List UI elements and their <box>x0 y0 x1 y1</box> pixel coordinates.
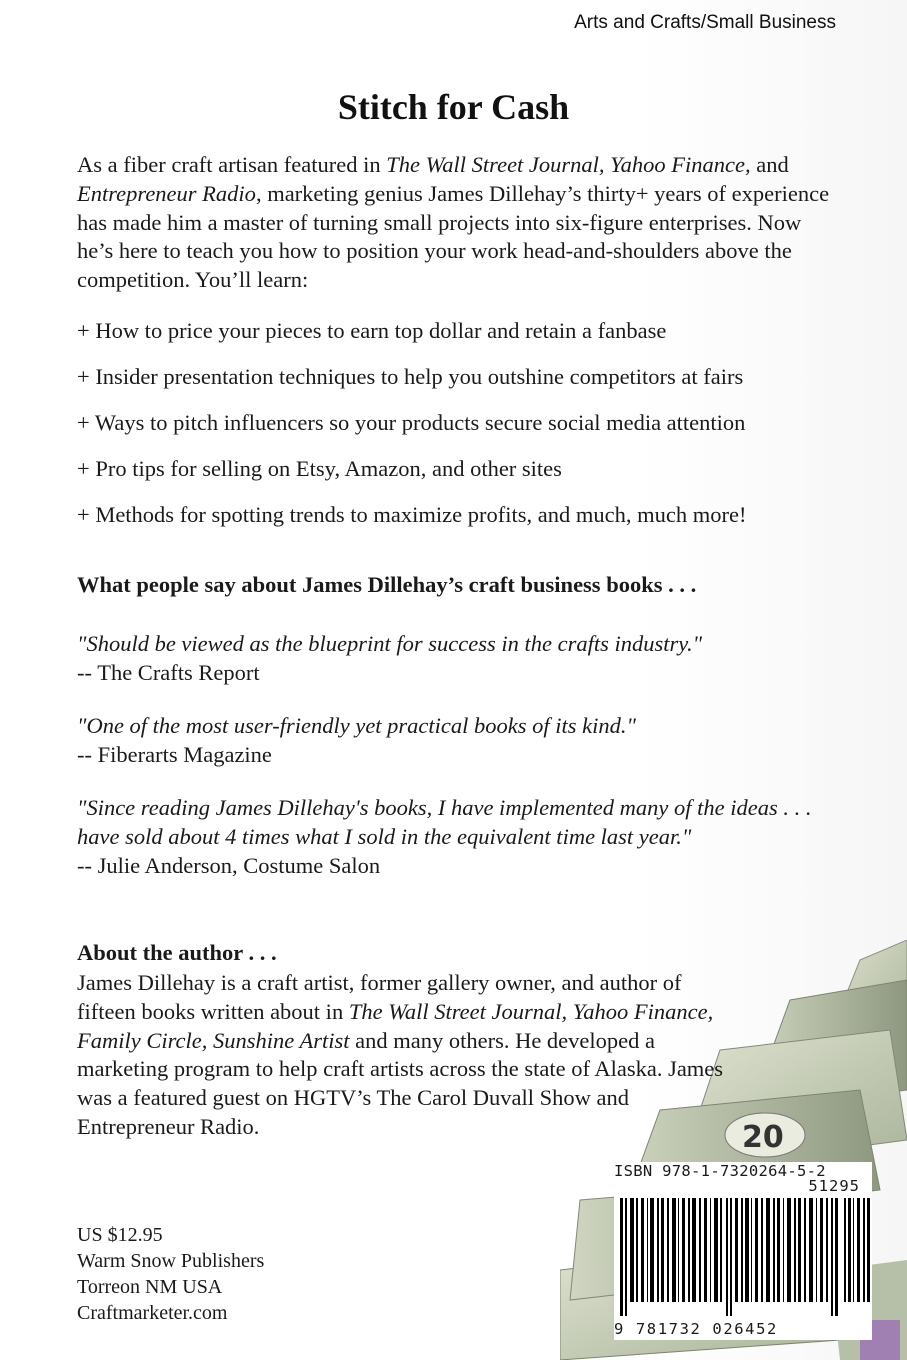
review-1 <box>77 630 827 688</box>
intro-publication-2: Entrepreneur Radio <box>77 180 256 206</box>
isbn-barcode <box>614 1162 872 1340</box>
svg-text:20: 20 <box>742 1120 784 1155</box>
review-3 <box>77 794 817 880</box>
learning-point: + Insider presentation techniques to help you outshine competitors at fairs <box>77 364 744 389</box>
book-title: Stitch for Cash <box>337 87 570 127</box>
price: US $12.95 <box>77 1224 163 1246</box>
publisher-info <box>77 1222 264 1326</box>
isbn-number: ISBN 978-1-7320264-5-2 <box>614 1162 826 1180</box>
review-source: -- Julie Anderson, Costume Salon <box>77 852 381 878</box>
intro-paragraph <box>77 151 837 295</box>
review-quote: "Should be viewed as the blueprint for success in the crafts industry." <box>77 631 703 656</box>
about-text-2: and many others. He developed a marketing program to help craft artists across the state of Alaska. James was a featured guest on HGTV’s The Carol Duvall Show and Entrepreneur Radio. <box>77 1027 724 1139</box>
review-quote: "One of the most user-friendly yet practical books of its kind." <box>77 713 636 738</box>
about-paragraph <box>77 969 737 1142</box>
category-label: Arts and Crafts/Small Business <box>574 12 836 33</box>
intro-publication-1: The Wall Street Journal, Yahoo Finance, <box>386 152 751 177</box>
publisher-name: Warm Snow Publishers <box>77 1250 265 1272</box>
learning-point: + How to price your pieces to earn top dollar and retain a fanbase <box>77 318 667 343</box>
reviews-heading: What people say about James Dillehay’s craft business books . . . <box>77 572 697 597</box>
review-source: -- Fiberarts Magazine <box>77 741 272 767</box>
review-quote: "Since reading James Dillehay's books, I have implemented many of the ideas . . . have sold about 4 times what I sold in the equivalent time last year." <box>77 795 812 849</box>
publisher-location: Torreon NM USA <box>77 1276 223 1298</box>
learning-point: + Ways to pitch influencers so your products secure social media attention <box>77 410 746 435</box>
price-code: 51295 <box>808 1177 860 1195</box>
learning-point: + Methods for spotting trends to maximize profits, and much, much more! <box>77 502 747 527</box>
about-heading: About the author . . . <box>77 940 277 965</box>
about-text-1: James Dillehay is a craft artist, former gallery owner, and author of fifteen books written about in <box>77 970 682 1024</box>
learning-points <box>77 317 877 547</box>
review-2 <box>77 712 827 770</box>
barcode-digits: 9 781732 026452 <box>614 1320 778 1338</box>
review-source: -- The Crafts Report <box>77 659 260 685</box>
intro-text-3: , marketing genius James Dillehay’s thirty+ years of experience has made him a master of turning small projects into six-figure enterprises. Now he’s here to teach you how to position your work head-and-shoulders above the competition. You’ll learn: <box>77 180 830 293</box>
about-publications: The Wall Street Journal, Yahoo Finance, Family Circle, Sunshine Artist <box>77 998 714 1053</box>
intro-text-2: and <box>750 152 789 177</box>
intro-text-1: As a fiber craft artisan featured in <box>77 152 387 177</box>
publisher-website: Craftmarketer.com <box>77 1302 228 1324</box>
barcode-bars <box>620 1198 870 1316</box>
learning-point: + Pro tips for selling on Etsy, Amazon, and other sites <box>77 456 562 481</box>
